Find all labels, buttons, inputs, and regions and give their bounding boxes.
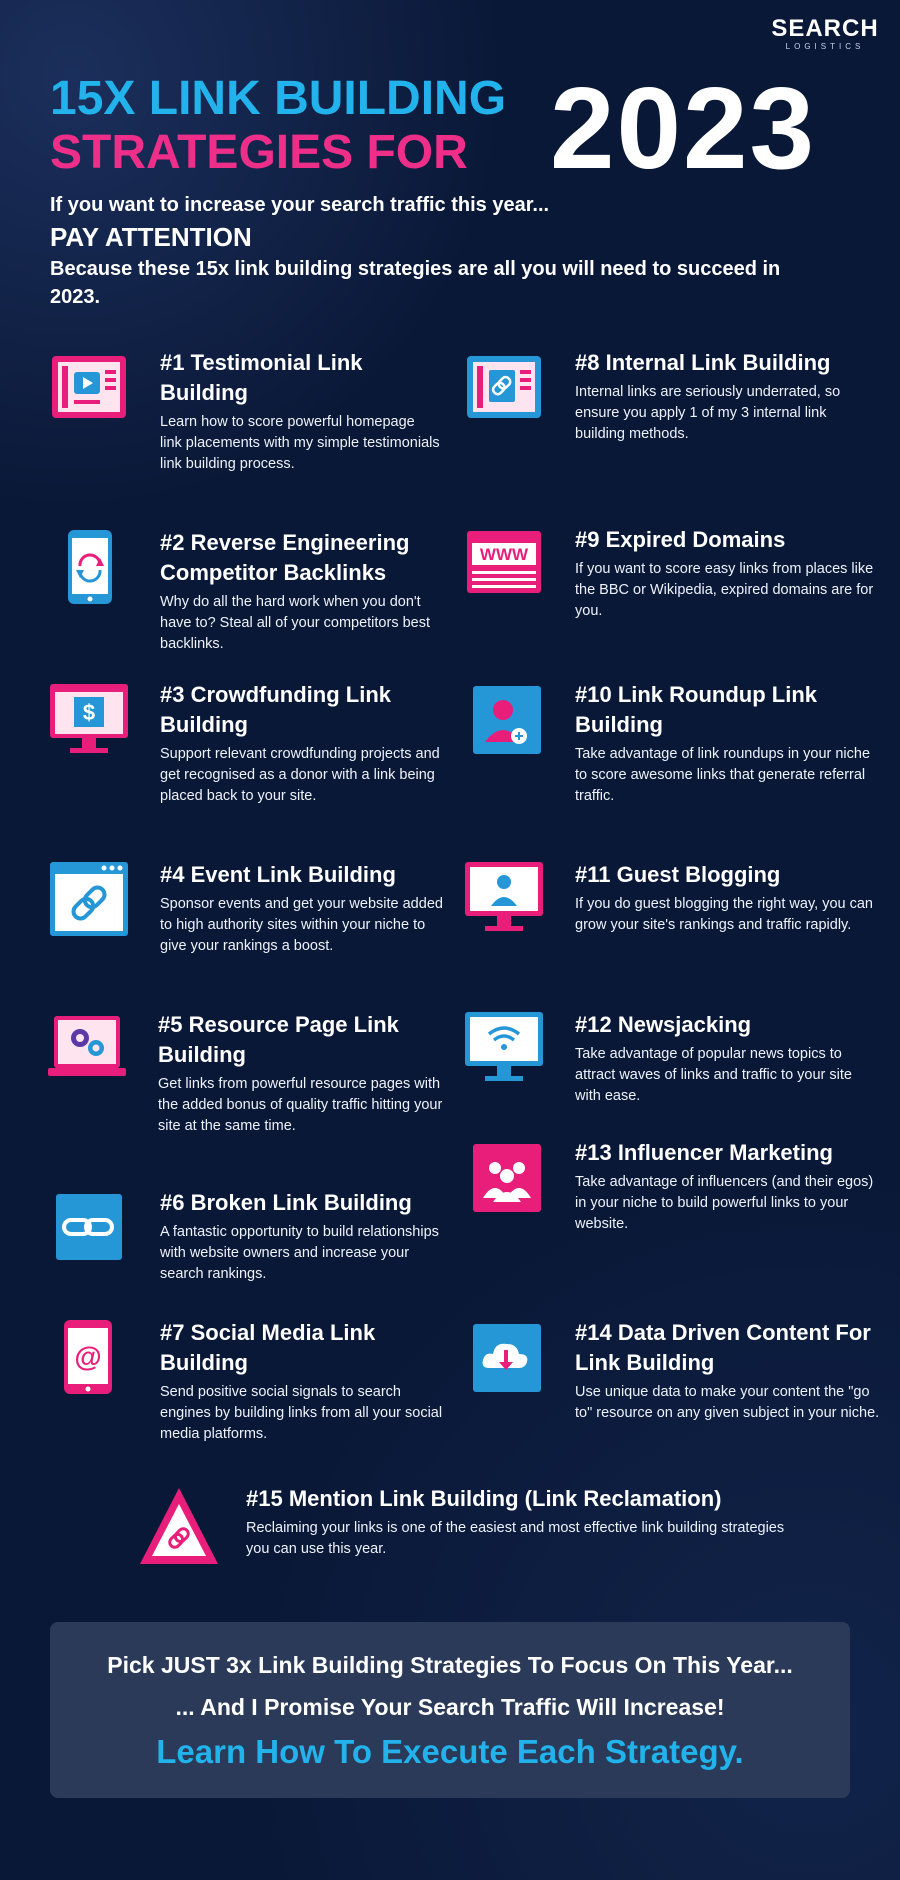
strategy-title: #10 Link Roundup Link Building	[575, 682, 818, 737]
cta-box	[50, 1622, 850, 1798]
strategy-desc: If you want to score easy links from places like the BBC or Wikipedia, expired domains are for you.	[575, 561, 874, 619]
strategy-desc: Get links from powerful resource pages with the added bonus of quality traffic hitting your site at the same time.	[158, 1076, 443, 1134]
monitor-user-icon	[465, 860, 543, 938]
intro-line1: If you want to increase your search traffic this year...	[50, 194, 550, 216]
strategy-title: #11 Guest Blogging	[575, 862, 781, 887]
strategy-title: #4 Event Link Building	[160, 862, 396, 887]
strategy-desc: Internal links are seriously underrated, so ensure you apply 1 of my 3 internal link building methods.	[575, 384, 841, 442]
strategy-desc: Support relevant crowdfunding projects and get recognised as a donor with a link being placed back to your site.	[160, 746, 440, 804]
strategy-desc: Use unique data to make your content the "go to" resource on any given subject in your niche.	[575, 1384, 880, 1421]
strategy-desc: Take advantage of link roundups in your niche to score awesome links that generate referral traffic.	[575, 746, 871, 804]
title-line1: 15X LINK BUILDING	[50, 72, 507, 125]
strategy-desc: A fantastic opportunity to build relationships with website owners and increase your search rankings.	[160, 1224, 439, 1282]
svg-text:@: @	[74, 1341, 102, 1372]
video-player-icon	[50, 348, 128, 426]
intro-line3: Because these 15x link building strategies are all you will need to succeed in 2023.	[50, 258, 781, 308]
strategy-title: #3 Crowdfunding Link Building	[160, 682, 391, 737]
cta-line2: ... And I Promise Your Search Traffic Will Increase!	[175, 1694, 725, 1720]
strategy-desc: Take advantage of influencers (and their egos) in your niche to build powerful links to your website.	[575, 1174, 874, 1232]
brand-logo-line1: SEARCH	[771, 15, 879, 42]
brand-logo-line2: LOGISTICS	[785, 42, 865, 51]
www-domain-icon	[465, 525, 543, 603]
warning-link-icon	[136, 1484, 222, 1570]
laptop-gears-icon	[48, 1010, 126, 1088]
strategy-title: #13 Influencer Marketing	[575, 1140, 833, 1165]
strategy-title: #6 Broken Link Building	[160, 1190, 412, 1215]
group-users-icon	[465, 1138, 543, 1216]
tablet-refresh-icon	[50, 528, 128, 606]
browser-chain-icon	[465, 348, 543, 426]
title-line2: STRATEGIES FOR	[50, 126, 468, 179]
svg-text:WWW: WWW	[479, 545, 529, 564]
strategy-desc: If you do guest blogging the right way, you can grow your site's rankings and traffic rapidly.	[575, 896, 873, 933]
cloud-download-icon	[465, 1318, 543, 1396]
brand-logo	[770, 16, 880, 52]
strategy-desc: Send positive social signals to search engines by building links from all your social media platforms.	[160, 1384, 443, 1442]
cta-line1: Pick JUST 3x Link Building Strategies To Focus On This Year...	[107, 1652, 793, 1678]
strategy-title: #8 Internal Link Building	[575, 350, 831, 375]
svg-text:$: $	[82, 700, 96, 725]
strategy-title: #5 Resource Page Link Building	[158, 1012, 399, 1067]
strategy-desc: Learn how to score powerful homepage link placements with my simple testimonials link building process.	[160, 414, 440, 472]
title-year: 2023	[550, 63, 817, 193]
strategy-title: #1 Testimonial Link Building	[160, 350, 363, 405]
strategy-title: #2 Reverse Engineering Competitor Backlinks	[160, 530, 410, 585]
strategy-desc: Reclaiming your links is one of the easiest and most effective link building strategies you can use this year.	[246, 1520, 785, 1557]
intro-pay-attention: PAY ATTENTION	[50, 222, 252, 252]
strategy-desc: Why do all the hard work when you don't have to? Steal all of your competitors best backlinks.	[160, 594, 431, 652]
strategy-title: #15 Mention Link Building (Link Reclamation)	[246, 1486, 722, 1511]
chain-link-icon	[50, 1188, 128, 1266]
user-add-icon	[465, 680, 543, 758]
strategy-desc: Take advantage of popular news topics to attract waves of links and traffic to your site with ease.	[575, 1046, 852, 1104]
strategy-desc: Sponsor events and get your website added to high authority sites within your niche to give your rankings a boost.	[160, 896, 443, 954]
strategy-title: #12 Newsjacking	[575, 1012, 752, 1037]
monitor-dollar-icon	[50, 680, 128, 758]
cta-learn-link[interactable]: Learn How To Execute Each Strategy.	[156, 1733, 744, 1770]
strategy-title: #9 Expired Domains	[575, 527, 786, 552]
phone-at-icon	[50, 1318, 128, 1396]
browser-link-icon	[50, 860, 128, 938]
strategy-title: #14 Data Driven Content For Link Building	[575, 1320, 871, 1375]
strategy-title: #7 Social Media Link Building	[160, 1320, 376, 1375]
monitor-wifi-icon	[465, 1010, 543, 1088]
